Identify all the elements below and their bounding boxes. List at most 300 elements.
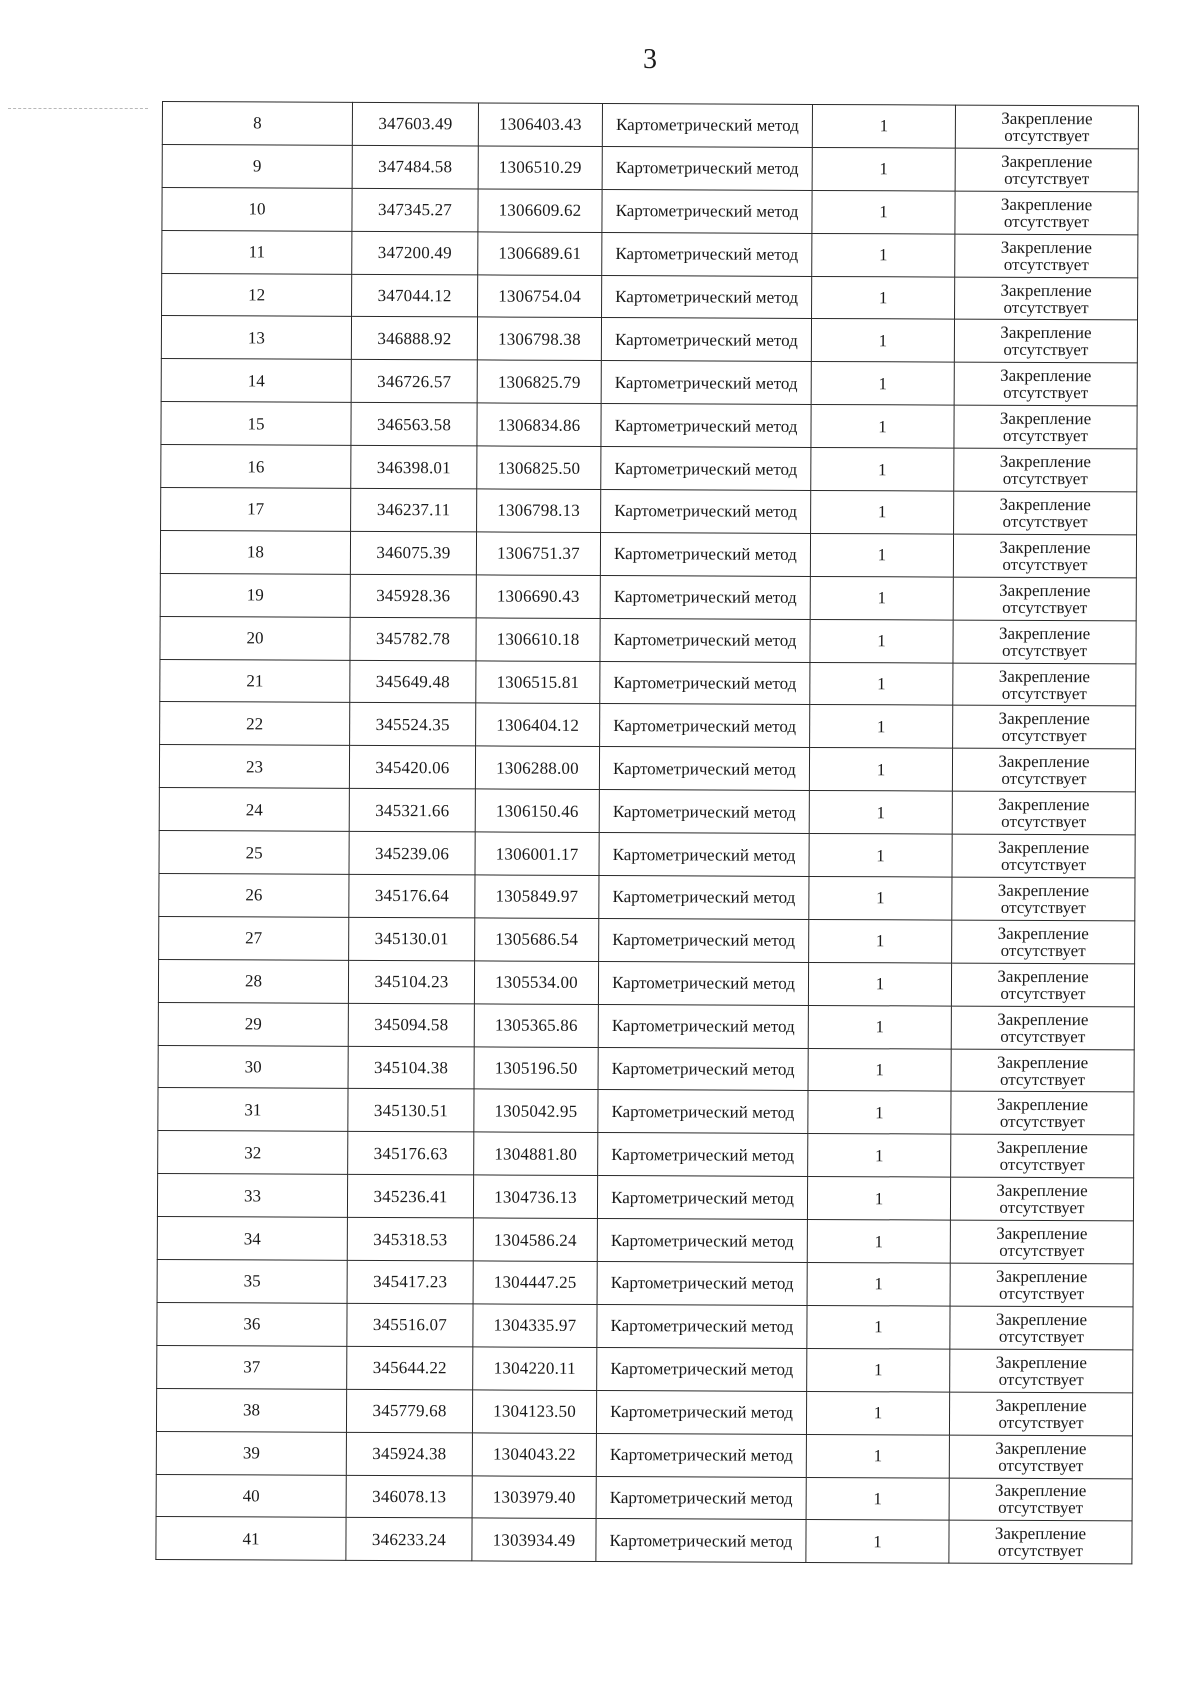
fixation-line-2: отсутствует [1002,468,1088,489]
point-number-cell: 21 [160,659,350,703]
point-number-cell: 34 [157,1217,347,1261]
x-coordinate-cell: 345924.38 [346,1432,472,1475]
accuracy-cell: 1 [807,1177,950,1221]
method-cell: Картометрический метод [599,918,809,962]
fixation-line-1: Закрепление [999,580,1091,600]
x-coordinate-cell: 347345.27 [352,188,478,231]
x-coordinate-cell: 345649.48 [350,660,476,703]
x-coordinate-cell: 345516.07 [347,1303,473,1346]
method-cell: Картометрический метод [599,833,809,877]
fixation-cell [954,405,1137,449]
coordinates-table [155,101,1139,1565]
fixation-line-2: отсутствует [998,1455,1084,1475]
method-cell: Картометрический метод [598,1004,808,1048]
y-coordinate-cell: 1306001.17 [475,832,599,875]
table-row [157,1302,1133,1349]
accuracy-cell: 1 [809,834,952,878]
point-number-cell: 35 [157,1260,347,1304]
point-number-cell: 16 [161,445,351,489]
x-coordinate-cell: 346888.92 [351,317,477,360]
method-cell: Картометрический метод [600,532,810,576]
table-row [160,573,1136,620]
y-coordinate-cell: 1304881.80 [474,1132,598,1175]
fixation-line-2: отсутствует [998,1498,1084,1518]
point-number-cell: 33 [157,1174,347,1218]
method-cell: Картометрический метод [601,361,811,405]
fixation-line-2: отсутствует [1000,940,1086,961]
fixation-line-2: отсутствует [1001,769,1087,789]
point-number-cell: 12 [162,273,352,317]
accuracy-cell: 1 [808,1134,951,1178]
fixation-line-1: Закрепление [999,408,1092,429]
fixation-line-2: отсутствует [1001,640,1088,660]
x-coordinate-cell: 345779.68 [346,1389,472,1432]
point-number-cell: 24 [159,788,349,832]
fixation-line-1: Закрепление [1001,108,1093,129]
fixation-line-2: отсутствует [1002,511,1088,532]
point-number-cell: 23 [159,745,349,789]
point-number-cell: 20 [160,616,350,660]
fixation-cell [955,148,1138,192]
method-cell: Картометрический метод [598,1090,808,1134]
method-cell: Картометрический метод [597,1304,807,1348]
fixation-line-2: отсутствует [1001,683,1087,703]
accuracy-cell: 1 [809,748,952,792]
fixation-line-1: Закрепление [997,923,1089,944]
y-coordinate-cell: 1306751.37 [476,532,600,575]
fixation-line-2: отсутствует [1002,597,1088,617]
fixation-line-2: отсутствует [999,1112,1085,1132]
y-coordinate-cell: 1305042.95 [474,1089,598,1132]
accuracy-cell: 1 [809,791,952,835]
accuracy-cell: 1 [810,619,953,663]
method-cell: Картометрический метод [599,747,809,791]
method-cell: Картометрический метод [598,1133,808,1177]
table-row [156,1474,1132,1521]
method-cell: Картометрический метод [596,1433,806,1477]
y-coordinate-cell: 1306403.43 [478,103,602,146]
fixation-line-1: Закрепление [998,794,1090,815]
y-coordinate-cell: 1305534.00 [474,961,598,1004]
table-row [160,616,1136,663]
table-row [161,445,1137,492]
fixation-line-1: Закрепление [995,1438,1087,1458]
fixation-line-1: Закрепление [997,880,1090,901]
fixation-line-2: отсутствует [1003,211,1090,231]
table-row [159,745,1135,792]
fixation-cell [951,1049,1134,1093]
fixation-line-2: отсутствует [998,1369,1084,1389]
accuracy-cell: 1 [810,662,953,706]
y-coordinate-cell: 1306834.86 [477,403,601,446]
x-coordinate-cell: 345130.51 [348,1089,474,1132]
fixation-line-1: Закрепление [994,1524,1087,1544]
fixation-line-2: отсутствует [999,1240,1085,1261]
y-coordinate-cell: 1306150.46 [475,789,599,832]
fixation-line-2: отсутствует [1003,340,1089,360]
fixation-cell [953,706,1136,750]
fixation-line-2: отсутствует [1000,983,1086,1003]
y-coordinate-cell: 1304043.22 [472,1433,596,1476]
point-number-cell: 19 [160,573,350,617]
scan-artifact-line [8,108,148,110]
fixation-cell [950,1177,1133,1221]
fixation-line-2: отсутствует [1001,812,1087,832]
accuracy-cell: 1 [810,576,953,620]
point-number-cell: 28 [158,959,348,1003]
page-number: 3 [643,44,657,75]
fixation-line-2: отсутствует [1003,254,1089,274]
fixation-line-1: Закрепление [1000,366,1092,386]
y-coordinate-cell: 1304736.13 [473,1175,597,1218]
fixation-line-2: отсутствует [1004,168,1090,189]
x-coordinate-cell: 345420.06 [349,746,475,789]
fixation-cell [952,748,1135,792]
fixation-line-2: отсутствует [999,1283,1085,1304]
accuracy-cell: 1 [807,1348,950,1392]
method-cell: Картометрический метод [601,318,811,362]
fixation-line-1: Закрепление [996,1223,1088,1244]
method-cell: Картометрический метод [601,404,811,448]
accuracy-cell: 1 [808,1091,951,1135]
point-number-cell: 39 [156,1431,346,1475]
y-coordinate-cell: 1306689.61 [478,232,602,275]
fixation-line-2: отсутствует [1000,1026,1086,1046]
x-coordinate-cell: 346237.11 [351,488,477,531]
point-number-cell: 17 [161,488,351,532]
fixation-cell [953,577,1136,621]
x-coordinate-cell: 347484.58 [352,145,478,188]
table-row [160,530,1136,577]
fixation-line-2: отсутствует [1004,125,1090,146]
table-row [156,1388,1132,1435]
fixation-line-1: Закрепление [995,1309,1088,1330]
method-cell: Картометрический метод [598,961,808,1005]
fixation-cell [955,191,1138,235]
fixation-line-2: отсутствует [998,1326,1084,1347]
x-coordinate-cell: 345239.06 [349,831,475,874]
method-cell: Картометрический метод [597,1347,807,1391]
fixation-line-1: Закрепление [995,1395,1087,1415]
fixation-cell [953,663,1136,707]
accuracy-cell: 1 [807,1305,950,1349]
fixation-line-2: отсутствует [1003,383,1089,403]
x-coordinate-cell: 347603.49 [352,102,478,145]
fixation-line-1: Закрепление [996,1181,1088,1201]
fixation-line-1: Закрепление [1000,194,1093,214]
method-cell: Картометрический метод [597,1262,807,1306]
point-number-cell: 36 [157,1302,347,1346]
fixation-cell [955,277,1138,321]
x-coordinate-cell: 345321.66 [349,789,475,832]
point-number-cell: 41 [156,1517,346,1561]
accuracy-cell: 1 [811,405,954,449]
table-row [156,1517,1132,1564]
accuracy-cell: 1 [808,962,951,1006]
fixation-line-1: Закрепление [996,1138,1088,1158]
fixation-cell [949,1520,1132,1564]
x-coordinate-cell: 345318.53 [347,1218,473,1261]
point-number-cell: 18 [160,530,350,574]
x-coordinate-cell: 346398.01 [351,445,477,488]
fixation-line-2: отсутствует [1001,726,1087,746]
table-row [159,788,1135,835]
x-coordinate-cell: 345094.58 [348,1003,474,1046]
method-cell: Картометрический метод [600,661,810,705]
fixation-line-1: Закрепление [998,752,1090,772]
y-coordinate-cell: 1305365.86 [474,1004,598,1047]
fixation-line-2: отсутствует [1003,297,1089,317]
fixation-cell [950,1263,1133,1307]
point-number-cell: 15 [161,402,351,446]
table-row [158,1088,1134,1135]
fixation-cell [950,1220,1133,1264]
fixation-line-2: отсутствует [1000,897,1086,918]
y-coordinate-cell: 1304220.11 [473,1347,597,1390]
fixation-cell [954,362,1137,406]
x-coordinate-cell: 346078.13 [346,1475,472,1518]
method-cell: Картометрический метод [600,618,810,662]
x-coordinate-cell: 345928.36 [350,574,476,617]
method-cell: Картометрический метод [598,1047,808,1091]
y-coordinate-cell: 1306690.43 [476,575,600,618]
table-row [162,102,1138,149]
fixation-line-1: Закрепление [995,1481,1087,1501]
fixation-cell [955,234,1138,278]
y-coordinate-cell: 1304123.50 [472,1390,596,1433]
y-coordinate-cell: 1303979.40 [472,1475,596,1518]
fixation-cell [952,834,1135,878]
x-coordinate-cell: 345524.35 [350,703,476,746]
table-row [157,1217,1133,1264]
table-row [159,831,1135,878]
y-coordinate-cell: 1306515.81 [476,661,600,704]
fixation-line-1: Закрепление [996,1052,1089,1072]
method-cell: Картометрический метод [596,1390,806,1434]
x-coordinate-cell: 345104.38 [348,1046,474,1089]
fixation-line-1: Закрепление [1000,323,1092,343]
x-coordinate-cell: 345236.41 [347,1175,473,1218]
fixation-cell [950,1306,1133,1350]
point-number-cell: 31 [158,1088,348,1132]
accuracy-cell: 1 [812,276,955,320]
table-row [158,959,1134,1006]
fixation-line-1: Закрепление [996,1095,1089,1115]
point-number-cell: 29 [158,1002,348,1046]
y-coordinate-cell: 1305196.50 [474,1047,598,1090]
fixation-cell [952,791,1135,835]
table-row [161,359,1137,406]
y-coordinate-cell: 1306825.79 [477,360,601,403]
fixation-cell [951,1134,1134,1178]
y-coordinate-cell: 1306798.13 [477,489,601,532]
y-coordinate-cell: 1306510.29 [478,146,602,189]
fixation-cell [954,491,1137,535]
method-cell: Картометрический метод [602,232,812,276]
fixation-cell [949,1478,1132,1522]
accuracy-cell: 1 [810,705,953,749]
method-cell: Картометрический метод [601,447,811,491]
y-coordinate-cell: 1306404.12 [476,703,600,746]
accuracy-cell: 1 [811,448,954,492]
point-number-cell: 40 [156,1474,346,1518]
method-cell: Картометрический метод [599,876,809,920]
accuracy-cell: 1 [811,319,954,363]
point-number-cell: 37 [157,1345,347,1389]
x-coordinate-cell: 345104.23 [348,960,474,1003]
fixation-line-1: Закрепление [1001,151,1093,172]
fixation-cell [951,1006,1134,1050]
table-row [160,659,1136,706]
point-number-cell: 26 [159,874,349,918]
table-row [157,1260,1133,1307]
fixation-line-2: отсутствует [1002,554,1088,575]
fixation-line-1: Закрепление [1000,237,1092,257]
accuracy-cell: 1 [809,876,952,920]
y-coordinate-cell: 1303934.49 [472,1518,596,1561]
table-row [162,187,1138,234]
point-number-cell: 30 [158,1045,348,1089]
fixation-line-1: Закрепление [1000,280,1092,300]
table-row [158,1045,1134,1092]
y-coordinate-cell: 1306609.62 [478,189,602,232]
method-cell: Картометрический метод [602,275,812,319]
fixation-line-1: Закрепление [997,1009,1089,1029]
coordinates-table-body [156,102,1139,1565]
fixation-cell [951,1092,1134,1136]
method-cell: Картометрический метод [602,103,812,147]
fixation-cell [950,1349,1133,1393]
x-coordinate-cell: 345130.01 [349,917,475,960]
fixation-line-2: отсутствует [999,1155,1085,1175]
fixation-line-2: отсутствует [997,1541,1083,1561]
fixation-line-1: Закрепление [996,1266,1088,1287]
accuracy-cell: 1 [812,190,955,234]
fixation-line-1: Закрепление [999,494,1091,515]
fixation-cell [949,1435,1132,1479]
point-number-cell: 10 [162,187,352,231]
point-number-cell: 25 [159,831,349,875]
point-number-cell: 11 [162,230,352,274]
method-cell: Картометрический метод [602,146,812,190]
accuracy-cell: 1 [808,1005,951,1049]
method-cell: Картометрический метод [600,575,810,619]
fixation-line-2: отсутствует [999,1198,1085,1218]
fixation-cell [952,877,1135,921]
x-coordinate-cell: 345176.63 [348,1132,474,1175]
table-row [159,874,1135,921]
fixation-line-2: отсутствует [1002,425,1089,446]
x-coordinate-cell: 345176.64 [349,874,475,917]
table-row [162,273,1138,320]
accuracy-cell: 1 [812,233,955,277]
x-coordinate-cell: 346726.57 [351,360,477,403]
accuracy-cell: 1 [806,1520,949,1564]
y-coordinate-cell: 1306825.50 [477,446,601,489]
fixation-cell [951,963,1134,1007]
table-row [161,402,1137,449]
accuracy-cell: 1 [806,1391,949,1435]
point-number-cell: 8 [162,102,352,146]
accuracy-cell: 1 [812,104,955,148]
accuracy-cell: 1 [808,1048,951,1092]
y-coordinate-cell: 1305686.54 [475,918,599,961]
table-row [162,144,1138,191]
fixation-line-1: Закрепление [997,837,1090,858]
point-number-cell: 22 [160,702,350,746]
table-row [157,1345,1133,1392]
y-coordinate-cell: 1306288.00 [475,746,599,789]
accuracy-cell: 1 [810,533,953,577]
fixation-cell [954,448,1137,492]
point-number-cell: 27 [159,916,349,960]
accuracy-cell: 1 [809,919,952,963]
accuracy-cell: 1 [811,490,954,534]
method-cell: Картометрический метод [601,490,811,534]
y-coordinate-cell: 1304335.97 [473,1304,597,1347]
fixation-line-1: Закрепление [999,537,1091,558]
method-cell: Картометрический метод [597,1219,807,1263]
method-cell: Картометрический метод [596,1519,806,1563]
x-coordinate-cell: 346233.24 [346,1518,472,1561]
y-coordinate-cell: 1306754.04 [478,274,602,317]
coordinates-table-container [155,101,1138,1565]
y-coordinate-cell: 1305849.97 [475,875,599,918]
x-coordinate-cell: 347044.12 [352,274,478,317]
fixation-cell [949,1392,1132,1436]
fixation-cell [954,320,1137,364]
x-coordinate-cell: 347200.49 [352,231,478,274]
point-number-cell: 14 [161,359,351,403]
x-coordinate-cell: 346075.39 [350,531,476,574]
table-row [159,916,1135,963]
point-number-cell: 9 [162,144,352,188]
table-row [162,230,1138,277]
table-row [158,1131,1134,1178]
point-number-cell: 13 [161,316,351,360]
fixation-line-1: Закрепление [998,623,1091,643]
table-row [161,488,1137,535]
point-number-cell: 38 [156,1388,346,1432]
accuracy-cell: 1 [811,362,954,406]
table-row [161,316,1137,363]
accuracy-cell: 1 [807,1220,950,1264]
fixation-line-1: Закрепление [997,966,1089,986]
method-cell: Картометрический метод [599,790,809,834]
fixation-line-1: Закрепление [998,666,1091,686]
fixation-cell [953,534,1136,578]
y-coordinate-cell: 1304586.24 [473,1218,597,1261]
table-row [158,1002,1134,1049]
fixation-cell [952,920,1135,964]
table-row [160,702,1136,749]
method-cell: Картометрический метод [602,189,812,233]
fixation-line-2: отсутствует [998,1412,1084,1432]
method-cell: Картометрический метод [597,1176,807,1220]
y-coordinate-cell: 1306610.18 [476,618,600,661]
fixation-line-2: отсутствует [1000,854,1087,875]
table-row [156,1431,1132,1478]
accuracy-cell: 1 [806,1477,949,1521]
method-cell: Картометрический метод [600,704,810,748]
x-coordinate-cell: 346563.58 [351,403,477,446]
fixation-cell [955,105,1138,149]
x-coordinate-cell: 345417.23 [347,1260,473,1303]
fixation-line-1: Закрепление [998,709,1090,729]
table-row [157,1174,1133,1221]
x-coordinate-cell: 345644.22 [347,1346,473,1389]
y-coordinate-cell: 1304447.25 [473,1261,597,1304]
